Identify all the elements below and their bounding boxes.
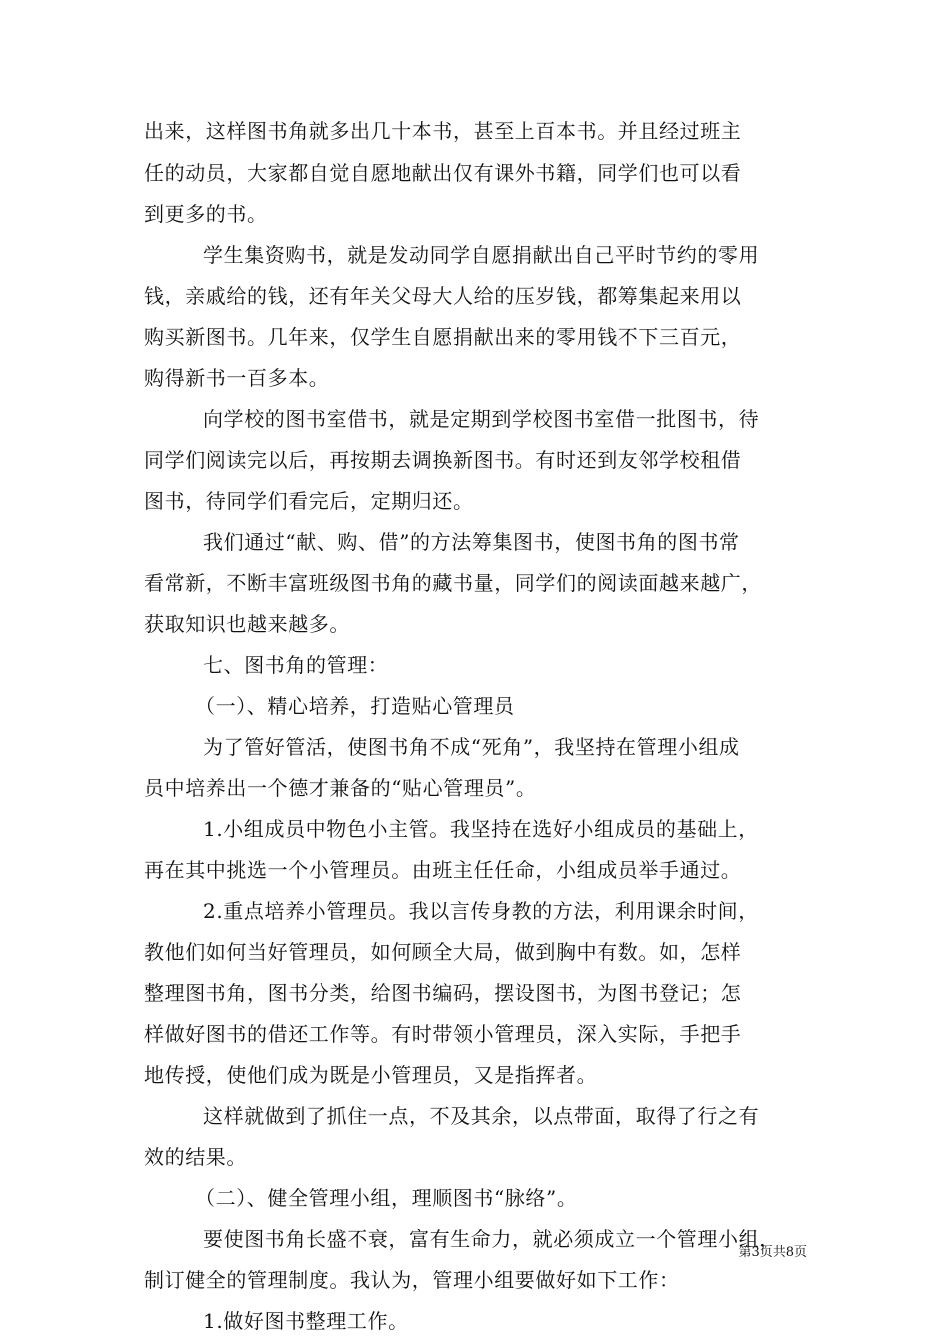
text-line: 任的动员，大家都自觉自愿地献出仅有课外书籍，同学们也可以看 [144,161,742,185]
page-number-footer: 第3页共8页 [738,1245,807,1260]
text-line: 地传授，使他们成为既是小管理员，又是指挥者。 [144,1063,598,1087]
text-line: 获取知识也越来越多。 [144,612,350,636]
text-line: 员中培养出一个德才兼备的“贴心管理员”。 [144,776,537,800]
paragraph-first-line: 学生集资购书，就是发动同学自愿捐献出自己平时节约的零用 [203,243,760,267]
text-line: 再在其中挑选一个小管理员。由班主任任命，小组成员举手通过。 [144,858,742,882]
text-line: 出来，这样图书角就多出几十本书，甚至上百本书。并且经过班主 [144,119,742,143]
text-line: 效的结果。 [144,1145,247,1169]
text-line: 到更多的书。 [144,202,268,226]
text-line: 钱，亲戚给的钱，还有年关父母大人给的压岁钱，都筹集起来用以 [144,284,742,308]
paragraph-first-line: 为了管好管活，使图书角不成“死角”，我坚持在管理小组成 [203,735,740,759]
paragraph-first-line: 这样就做到了抓住一点，不及其余，以点带面，取得了行之有 [203,1104,760,1128]
section-heading: 七、图书角的管理： [203,653,389,677]
text-line: 图书，待同学们看完后，定期归还。 [144,489,474,513]
paragraph-first-line: 1.小组成员中物色小主管。我坚持在选好小组成员的基础上， [203,817,759,841]
text-line: 看常新，不断丰富班级图书角的藏书量，同学们的阅读面越来越广， [144,571,762,595]
text-line: 制订健全的管理制度。我认为，管理小组要做好如下工作： [144,1268,680,1292]
text-line: 整理图书角，图书分类，给图书编码，摆设图书，为图书登记；怎 [144,981,742,1005]
subsection-heading: （一）、精心培养，打造贴心管理员 [195,694,515,718]
paragraph-first-line: 要使图书角长盛不衰，富有生命力，就必须成立一个管理小组， [203,1227,780,1251]
paragraph-first-line: 向学校的图书室借书，就是定期到学校图书室借一批图书，待 [203,407,760,431]
paragraph-first-line: 1.做好图书整理工作。 [203,1309,409,1333]
paragraph-first-line: 我们通过“献、购、借”的方法筹集图书，使图书角的图书常 [203,530,740,554]
text-line: 教他们如何当好管理员，如何顾全大局，做到胸中有数。如，怎样 [144,940,742,964]
text-line: 样做好图书的借还工作等。有时带领小管理员，深入实际，手把手 [144,1022,742,1046]
paragraph-first-line: 2.重点培养小管理员。我以言传身教的方法，利用课余时间， [203,899,759,923]
text-line: 同学们阅读完以后，再按期去调换新图书。有时还到友邻学校租借 [144,448,742,472]
text-line: 购买新图书。几年来，仅学生自愿捐献出来的零用钱不下三百元， [144,325,742,349]
subsection-heading: （二）、健全管理小组，理顺图书“脉络”。 [195,1186,578,1210]
text-line: 购得新书一百多本。 [144,366,330,390]
